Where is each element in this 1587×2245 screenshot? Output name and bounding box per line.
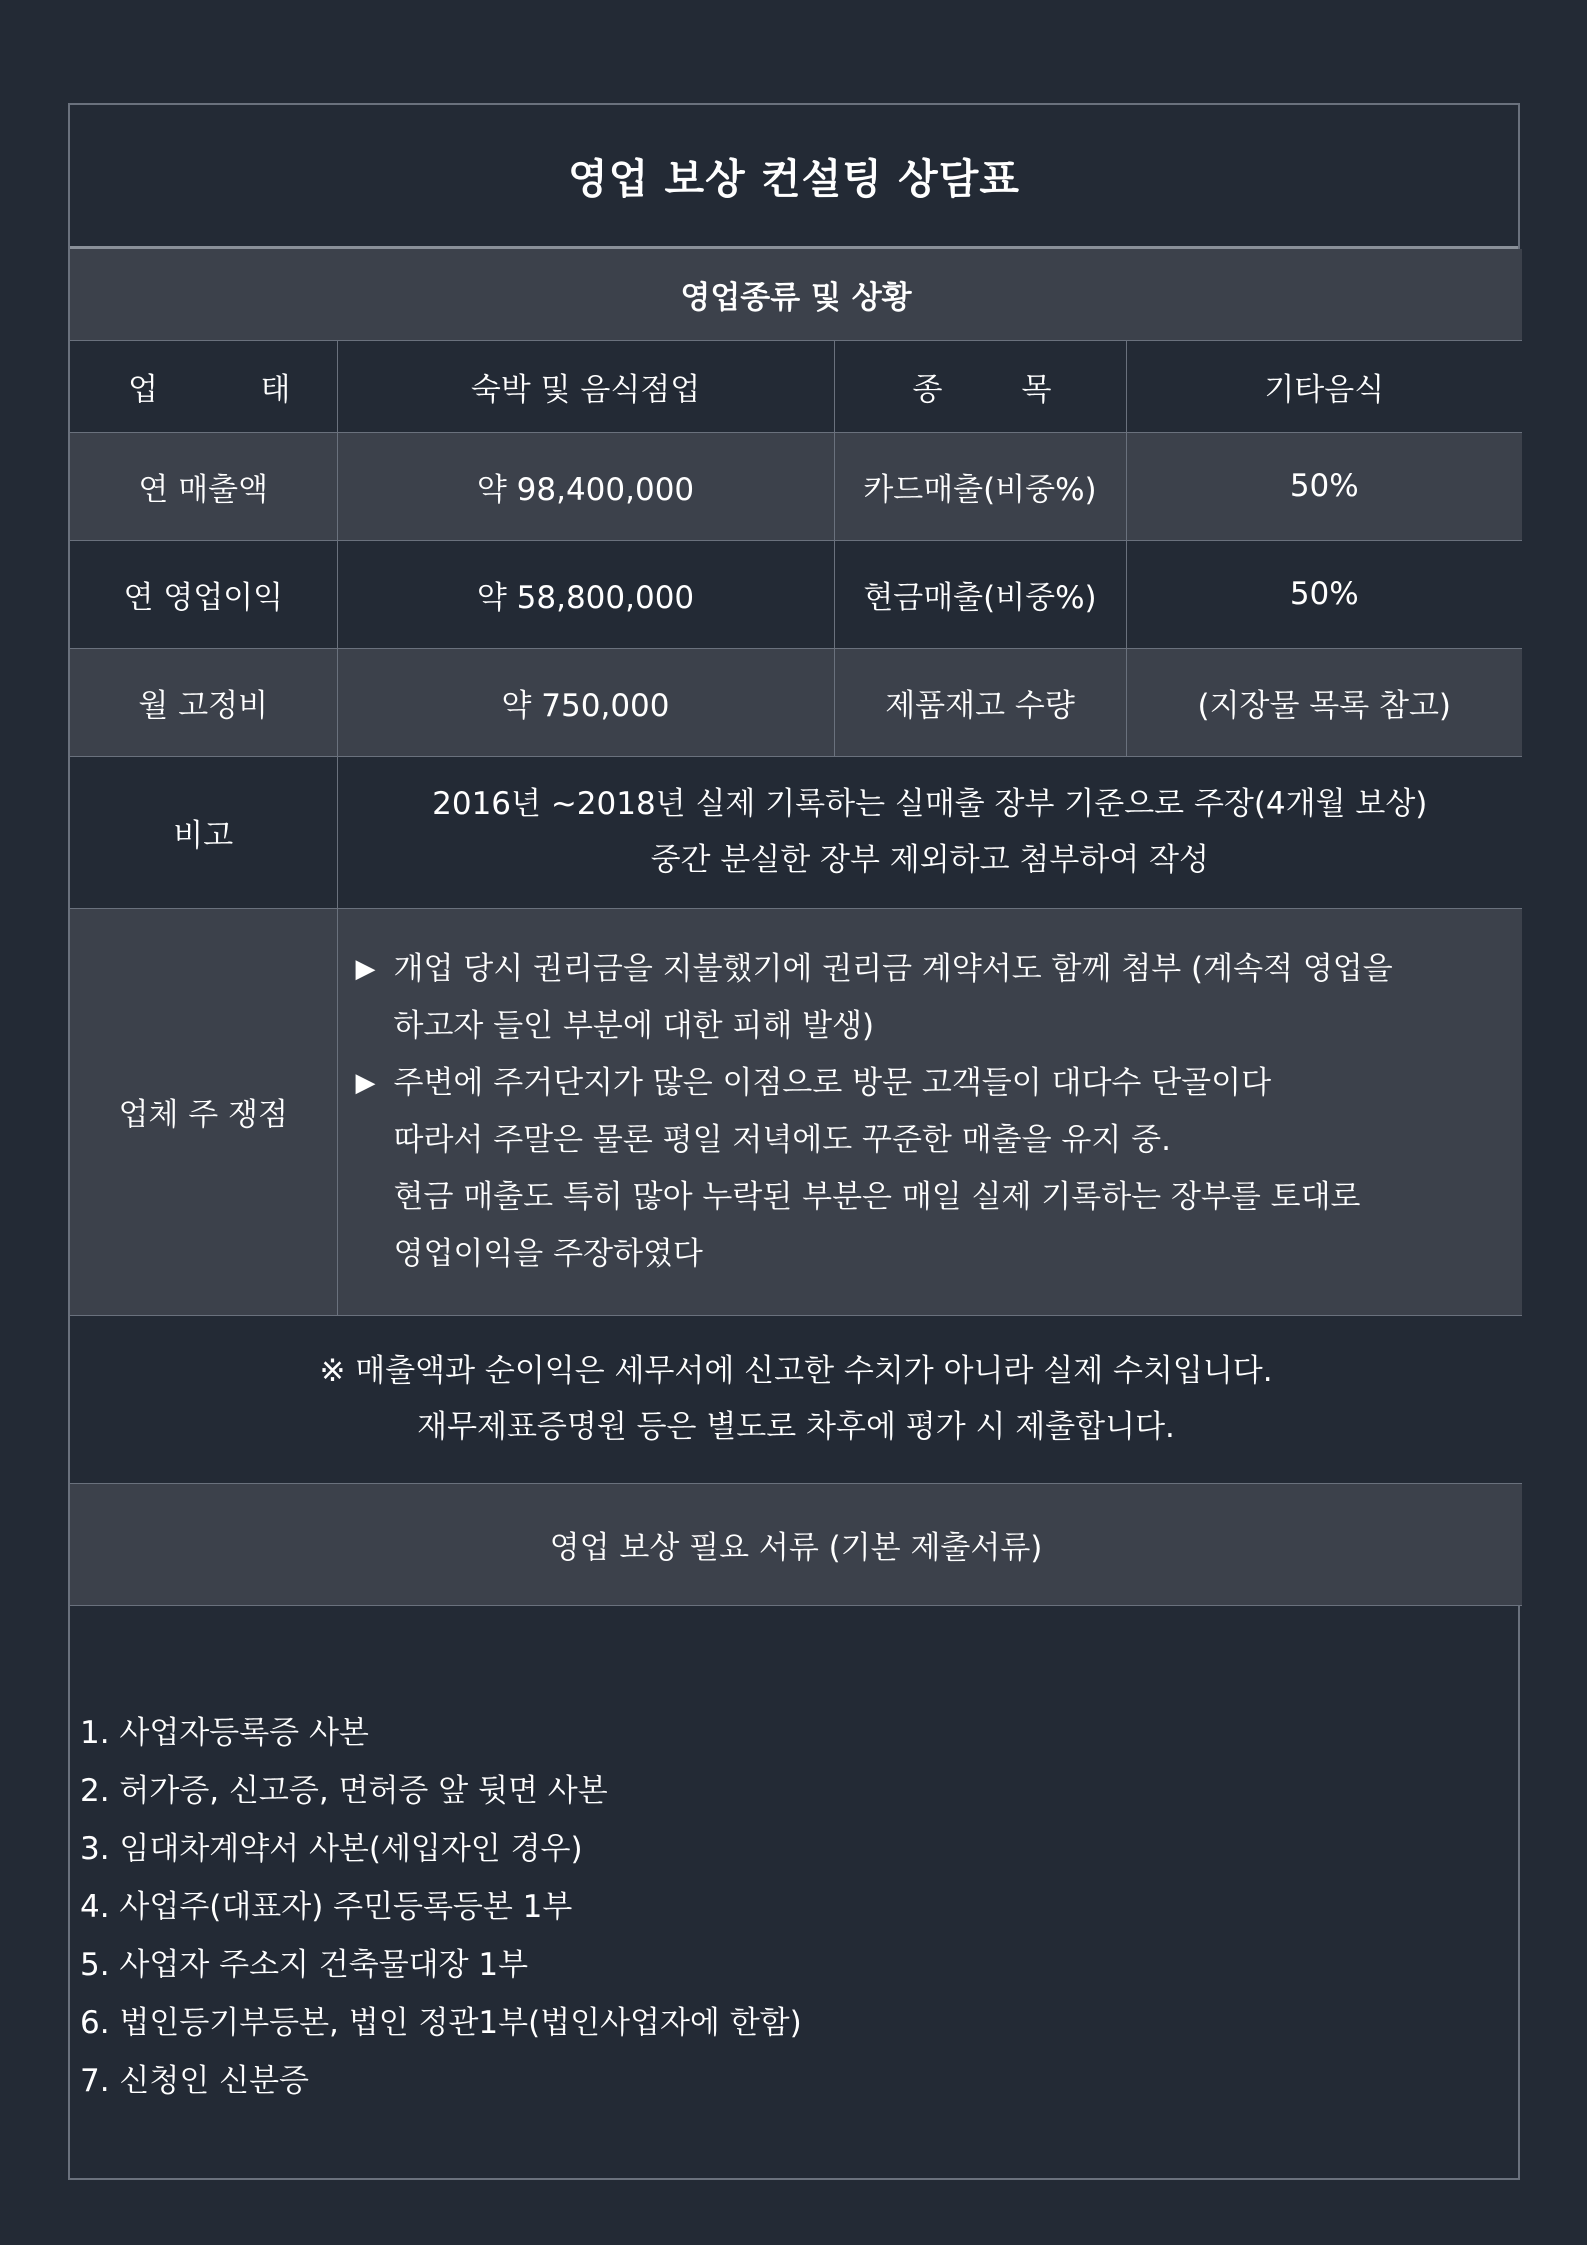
bullet-arrow-icon: ▶	[355, 953, 376, 984]
key-issues-text	[337, 908, 1522, 1315]
table-row	[70, 432, 1522, 540]
table-row	[70, 540, 1522, 648]
docs-header: 영업 보상 필요 서류 (기본 제출서류)	[70, 1483, 1522, 1605]
annual-profit-label: 연 영업이익	[70, 540, 337, 648]
table-row	[70, 908, 1522, 1315]
list-item: 4. 사업주(대표자) 주민등록등본 1부	[80, 1889, 573, 1925]
cash-sales-label: 현금매출(비중%)	[834, 540, 1126, 648]
consultation-sheet	[68, 103, 1520, 2180]
remarks-text: 2016년 ~2018년 실제 기록하는 실매출 장부 기준으로 주장(4개월 보상) 중간 분실한 장부 제외하고 첨부하여 작성	[337, 756, 1522, 908]
annual-profit-value: 약 58,800,000	[337, 540, 834, 648]
remarks-label: 비고	[70, 756, 337, 908]
table-row	[70, 648, 1522, 756]
consultation-table	[70, 249, 1522, 1606]
inventory-value: (지장물 목록 참고)	[1126, 648, 1522, 756]
list-item: ▶ 주변에 주거단지가 많은 이점으로 방문 고객들이 대다수 단골이다 따라서 주말은 물론 평일 저녁에도 꾸준한 매출을 유지 중. 현금 매출도 특히 많아 누락된 부분은 매일 실제 기록하는 장부를 토대로 영업이익을 주장하였다	[356, 1055, 1483, 1283]
table-row	[70, 1315, 1522, 1483]
business-type-value: 숙박 및 음식점업	[337, 340, 834, 432]
disclaimer-note: ※ 매출액과 순이익은 세무서에 신고한 수치가 아니라 실제 수치입니다. 재무제표증명원 등은 별도로 차후에 평가 시 제출합니다.	[70, 1315, 1522, 1483]
list-item: 2. 허가증, 신고증, 면허증 앞 뒷면 사본	[80, 1773, 608, 1809]
bullet-arrow-icon: ▶	[355, 1067, 376, 1098]
required-documents	[70, 1608, 1518, 2180]
annual-sales-value: 약 98,400,000	[337, 432, 834, 540]
table-row	[70, 1483, 1522, 1605]
monthly-fixed-cost-label: 월 고정비	[70, 648, 337, 756]
business-type-label: 업 태	[70, 340, 337, 432]
monthly-fixed-cost-value: 약 750,000	[337, 648, 834, 756]
list-item: 7. 신청인 신분증	[80, 2063, 309, 2099]
page-title: 영업 보상 컨설팅 상담표	[70, 105, 1518, 249]
table-row	[70, 756, 1522, 908]
business-item-label: 종 목	[834, 340, 1126, 432]
list-item: 3. 임대차계약서 사본(세입자인 경우)	[80, 1831, 583, 1867]
key-issues-label: 업체 주 쟁점	[70, 908, 337, 1315]
list-item: ▶ 개업 당시 권리금을 지불했기에 권리금 계약서도 함께 첨부 (계속적 영업을 하고자 들인 부분에 대한 피해 발생)	[356, 941, 1483, 1055]
list-item: 5. 사업자 주소지 건축물대장 1부	[80, 1947, 529, 1983]
table-row	[70, 340, 1522, 432]
business-item-value: 기타음식	[1126, 340, 1522, 432]
list-item: 6. 법인등기부등본, 법인 정관1부(법인사업자에 한함)	[80, 2005, 802, 2041]
section-header: 영업종류 및 상황	[70, 249, 1522, 340]
annual-sales-label: 연 매출액	[70, 432, 337, 540]
list-item: 1. 사업자등록증 사본	[80, 1715, 369, 1751]
inventory-label: 제품재고 수량	[834, 648, 1126, 756]
card-sales-value: 50%	[1126, 432, 1522, 540]
card-sales-label: 카드매출(비중%)	[834, 432, 1126, 540]
cash-sales-value: 50%	[1126, 540, 1522, 648]
